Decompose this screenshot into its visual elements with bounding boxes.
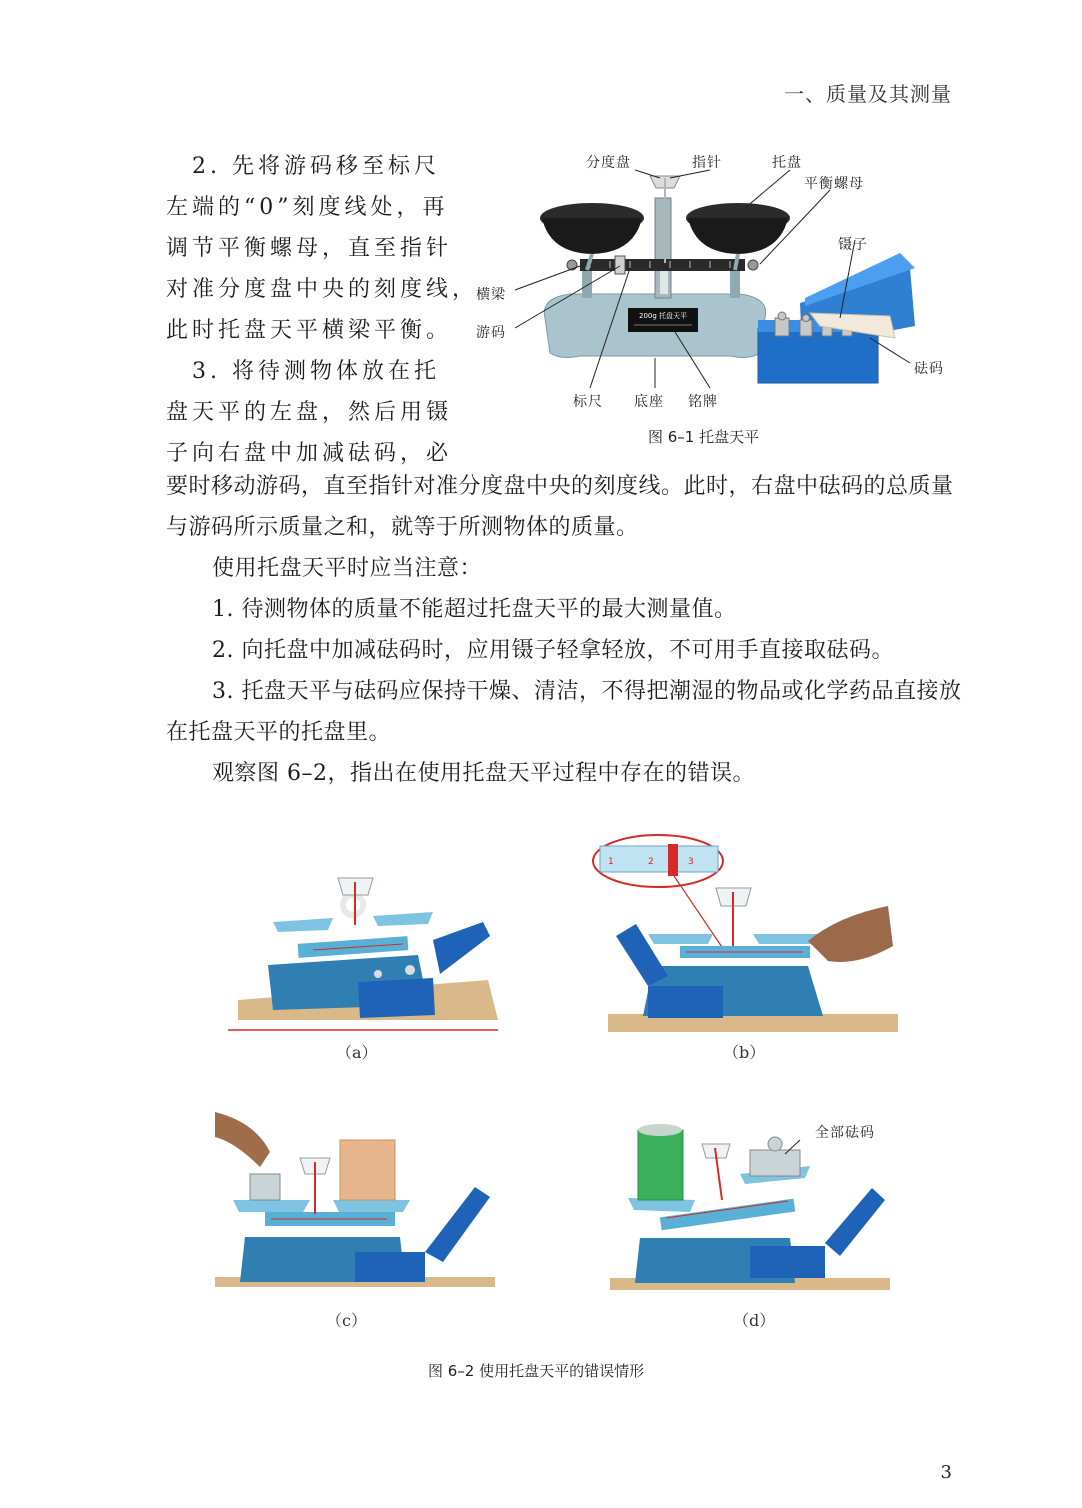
label-base: 底座 [634,394,664,410]
tray-balance-illustration [470,148,970,418]
label-beam: 横梁 [476,287,506,303]
label-balance-nut: 平衡螺母 [804,176,864,192]
label-pointer: 指针 [692,155,722,171]
label-all-weights: 全部砝码 [815,1125,875,1141]
notice-intro: 使用托盘天平时应当注意： [212,556,483,581]
panel-b-illustration [588,826,903,1036]
panel-c-label: （c） [326,1311,367,1330]
notice-item-3: 3. 托盘天平与砝码应保持干燥、清洁，不得把潮湿的物品或化学药品直接放在托盘天平的托盘里。 [166,679,962,745]
text-line: 对准分度盘中央的刻度线， [166,277,479,302]
panel-a-illustration [228,870,503,1035]
text-line: 2. 先将游码移至标尺 [166,154,440,179]
text-line: 盘天平的左盘，然后用镊 [166,400,453,425]
label-tweezers: 镊子 [838,237,868,253]
figure-1-caption: 图 6–1 托盘天平 [648,428,760,446]
label-scale-ruler: 标尺 [573,394,603,410]
section-header: 一、质量及其测量 [784,82,952,106]
ruler-tick: 3 [688,857,694,867]
page-number: 3 [940,1462,952,1483]
text-line: 调节平衡螺母，直至指针 [166,236,453,261]
text-line: 子向右盘中加减砝码，必 [166,441,453,466]
panel-d-label: （d） [733,1311,776,1330]
text-line: 此时托盘天平横梁平衡。 [166,318,453,343]
panel-b-label: （b） [723,1043,766,1062]
figure-tray-balance [470,148,970,448]
ruler-tick: 2 [648,857,654,867]
ruler-tick: 1 [608,857,614,867]
body-continuation: 要时移动游码，直至指针对准分度盘中央的刻度线。此时，右盘中砝码的总质量与游码所示质量之和，就等于所测物体的质量。 [166,474,954,540]
left-column-text [166,146,479,474]
text-line: 3. 将待测物体放在托 [166,359,440,384]
text-line: 左端的“0”刻度线处，再 [166,195,449,220]
nameplate-text: 200g 托盘天平 [638,312,688,320]
label-rider: 游码 [476,325,506,341]
panel-d-illustration [610,1118,890,1290]
notice-item-1: 1. 待测物体的质量不能超过托盘天平的最大测量值。 [212,597,737,622]
label-weights: 砝码 [914,361,944,377]
label-nameplate: 铭牌 [688,394,718,410]
label-scale-disc: 分度盘 [586,155,631,171]
notice-item-2: 2. 向托盘中加减砝码时，应用镊子轻拿轻放，不可用手直接取砝码。 [212,638,894,663]
panel-a-label: （a） [336,1043,378,1062]
label-tray: 托盘 [772,155,802,171]
figure-2-caption: 图 6–2 使用托盘天平的错误情形 [428,1362,645,1380]
panel-c-illustration [215,1112,495,1287]
observe-prompt: 观察图 6–2，指出在使用托盘天平过程中存在的错误。 [212,761,755,786]
